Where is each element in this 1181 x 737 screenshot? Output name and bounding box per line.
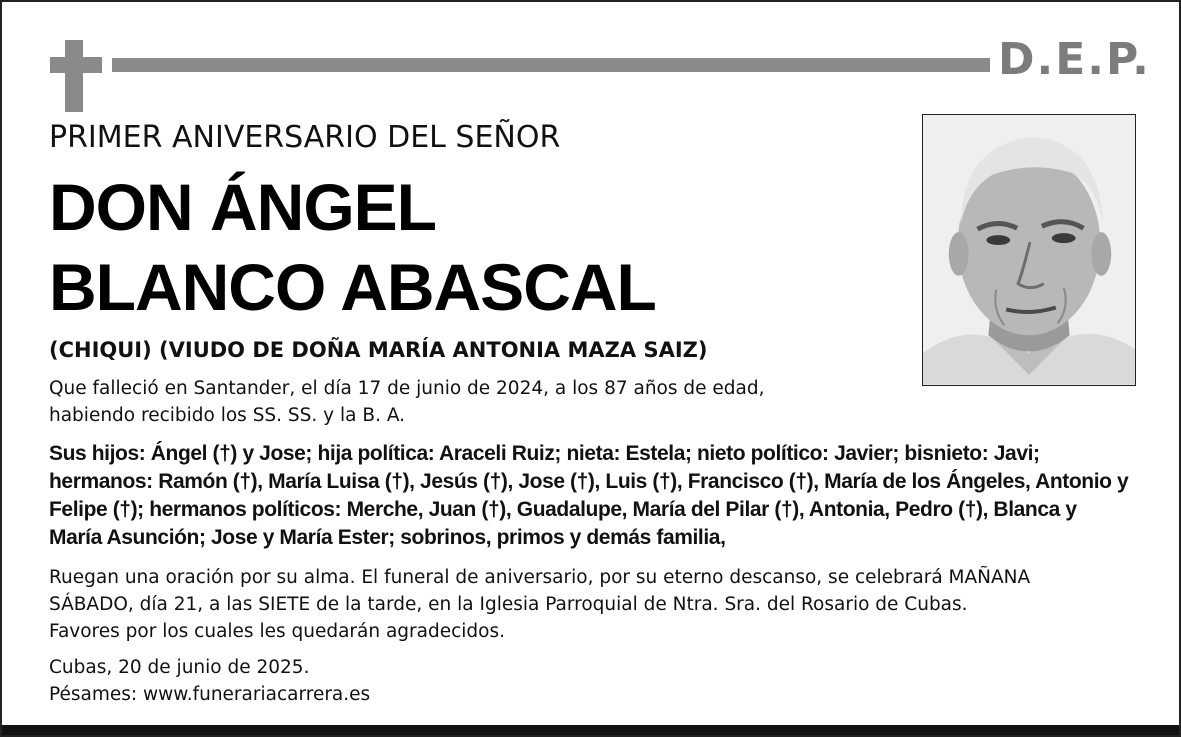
funeral-line: Favores por los cuales les quedarán agradecidos. xyxy=(49,621,506,642)
closing xyxy=(49,654,649,708)
deceased-portrait xyxy=(922,114,1136,386)
place-date: Cubas, 20 de junio de 2025. xyxy=(49,657,310,678)
header-rule xyxy=(112,58,990,72)
funeral-line: SÁBADO, día 21, a las SIETE de la tarde, en la Iglesia Parroquial de Ntra. Sra. del Rosario de Cubas. xyxy=(49,594,968,615)
bottom-rule xyxy=(2,725,1179,735)
cross-icon xyxy=(50,40,102,112)
funeral-line: Ruegan una oración por su alma. El funeral de aniversario, por su eterno descanso, se celebrará MAÑANA xyxy=(49,567,1031,588)
family-line: María Asunción; Jose y María Ester; sobrinos, primos y demás familia, xyxy=(49,526,726,549)
death-details xyxy=(49,375,849,429)
funeral-details xyxy=(49,564,1139,645)
deceased-alias: (CHIQUI) (VIUDO DE DOÑA MARÍA ANTONIA MAZA SAIZ) xyxy=(49,338,708,362)
notice-subtitle: PRIMER ANIVERSARIO DEL SEÑOR xyxy=(49,120,561,155)
dep-label: D.E.P. xyxy=(998,34,1151,85)
death-line: habiendo recibido los SS. SS. y la B. A. xyxy=(49,405,406,426)
family-line: Felipe (†); hermanos políticos: Merche, Juan (†), Guadalupe, María del Pilar (†), Antonia, Pedro (†), Blanca y xyxy=(49,498,1077,521)
death-line: Que falleció en Santander, el día 17 de junio de 2024, a los 87 años de edad, xyxy=(49,378,765,399)
family-list xyxy=(49,440,1149,552)
condolences-link: Pésames: www.funerariacarrera.es xyxy=(49,684,371,705)
family-line: Sus hijos: Ángel (†) y Jose; hija política: Araceli Ruiz; nieta: Estela; nieto político: Javier; bisnieto: Javi; xyxy=(49,442,1040,465)
deceased-name-line-2: BLANCO ABASCAL xyxy=(49,250,656,324)
family-line: hermanos: Ramón (†), María Luisa (†), Jesús (†), Jose (†), Luis (†), Francisco (†), María de los Ángeles, Antonio y xyxy=(49,470,1129,493)
deceased-name-line-1: DON ÁNGEL xyxy=(49,170,436,244)
portrait-image xyxy=(923,115,1135,385)
